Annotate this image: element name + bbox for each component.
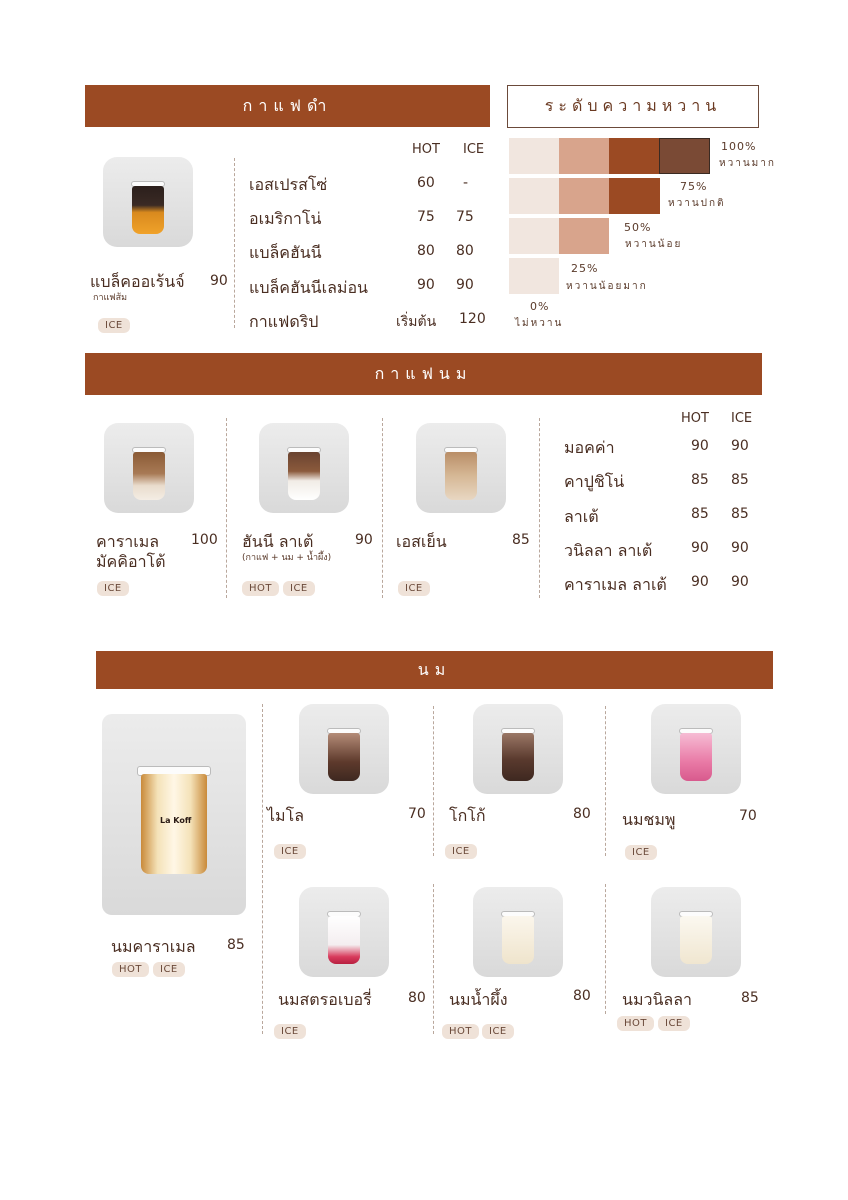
sweet-label: หวานน้อย (625, 239, 683, 250)
black-col-hot: HOT (412, 142, 440, 157)
milk-coffee-divider-3 (539, 418, 540, 598)
honey-milk-tag-ice: ICE (482, 1024, 514, 1039)
logo-text: La Koff (160, 816, 192, 825)
cocoa-tag-ice: ICE (445, 844, 477, 859)
featured-black-name: แบล็คออเร้นจ์ (90, 272, 185, 291)
cocoa-price: 80 (573, 806, 591, 822)
sweet-seg (559, 178, 609, 214)
sweet-seg (509, 258, 559, 294)
pink-milk-photo (651, 704, 741, 794)
sweet-seg (609, 178, 660, 214)
black-item-ice: 120 (459, 311, 486, 327)
la-koff-logo (160, 816, 191, 825)
strawberry-milk-photo (299, 887, 389, 977)
black-item-ice: 80 (456, 243, 474, 259)
caramel-macchiato-price: 100 (191, 532, 218, 548)
honey-latte-name: ฮันนี ลาเต้ (242, 532, 314, 551)
black-item-hot: 75 (417, 209, 435, 225)
es-yen-tag-ice: ICE (398, 581, 430, 596)
pink-milk-name: นมชมพู (622, 810, 676, 829)
milk-item-ice: 85 (731, 472, 749, 488)
milk-coffee-title: กาแฟนม (374, 363, 473, 383)
milk-divider-1 (262, 704, 263, 1034)
caramel-milk-name: นมคาราเมล (111, 937, 196, 956)
honey-milk-price: 80 (573, 988, 591, 1004)
milk-coffee-divider-1 (226, 418, 227, 598)
milk-item-name: มอคค่า (564, 438, 615, 457)
milk-item-name: คาราเมล ลาเต้ (564, 575, 667, 594)
honey-latte-photo (259, 423, 349, 513)
milk-divider-4 (433, 884, 434, 1034)
strawberry-milk-tag-ice: ICE (274, 1024, 306, 1039)
milk-item-hot: 85 (691, 472, 709, 488)
milk-item-name: คาปูชิโน่ (564, 472, 625, 491)
strawberry-milk-name: นมสตรอเบอรี่ (278, 990, 372, 1009)
honey-latte-tag-hot: HOT (242, 581, 279, 596)
milk-divider-2 (433, 706, 434, 856)
sweet-seg (509, 178, 559, 214)
caramel-milk-price: 85 (227, 937, 245, 953)
pink-milk-tag-ice: ICE (625, 845, 657, 860)
sweet-percent: 25% (571, 262, 599, 275)
sweet-seg (609, 138, 659, 174)
black-item-name: เอสเปรสโซ่ (249, 175, 328, 194)
milk-col-ice: ICE (731, 411, 753, 426)
sweet-seg (559, 138, 609, 174)
sweet-percent: 0% (530, 300, 550, 313)
black-coffee-banner (85, 85, 490, 127)
vanilla-milk-price: 85 (741, 990, 759, 1006)
pink-milk-price: 70 (739, 808, 757, 824)
milk-coffee-banner (85, 353, 762, 395)
strawberry-milk-price: 80 (408, 990, 426, 1006)
honey-latte-price: 90 (355, 532, 373, 548)
featured-black-price: 90 (210, 273, 228, 289)
es-yen-name: เอสเย็น (396, 532, 447, 551)
milk-item-hot: 90 (691, 438, 709, 454)
sweet-percent: 75% (680, 180, 708, 193)
black-item-name: อเมริกาโน่ (249, 209, 322, 228)
black-orange-photo (103, 157, 193, 247)
caramel-macchiato-tag-ice: ICE (97, 581, 129, 596)
black-item-ice: 75 (456, 209, 474, 225)
sweet-seg (509, 218, 559, 254)
sweet-percent: 100% (721, 140, 757, 153)
vanilla-milk-photo (651, 887, 741, 977)
milo-name: ไมโล (267, 806, 304, 825)
sweet-percent: 50% (624, 221, 652, 234)
sweet-label: หวานปกติ (668, 198, 726, 209)
caramel-milk-photo (102, 714, 246, 915)
honey-milk-tag-hot: HOT (442, 1024, 479, 1039)
honey-milk-photo (473, 887, 563, 977)
black-item-hot: 80 (417, 243, 435, 259)
milk-coffee-divider-2 (382, 418, 383, 598)
vanilla-milk-tag-ice: ICE (658, 1016, 690, 1031)
black-item-ice: 90 (456, 277, 474, 293)
honey-latte-tag-ice: ICE (283, 581, 315, 596)
black-item-name: แบล็คฮันนีเลม่อน (249, 278, 368, 297)
milk-item-ice: 90 (731, 438, 749, 454)
caramel-macchiato-name: คาราเมล (96, 532, 160, 551)
vanilla-milk-name: นมวนิลลา (622, 990, 692, 1009)
milk-item-hot: 90 (691, 540, 709, 556)
milk-item-name: ลาเต้ (564, 507, 599, 526)
sweetness-title: ระดับความหวาน (544, 96, 722, 115)
caramel-milk-tag-ice: ICE (153, 962, 185, 977)
milk-col-hot: HOT (681, 411, 709, 426)
black-col-ice: ICE (463, 142, 485, 157)
black-item-hot: เริ่มต้น (396, 314, 437, 330)
milk-item-ice: 85 (731, 506, 749, 522)
caramel-macchiato-name2: มัคคิอาโต้ (96, 552, 166, 571)
black-item-hot: 60 (417, 175, 435, 191)
sweet-seg (559, 218, 609, 254)
sweet-seg (509, 138, 559, 174)
vanilla-milk-tag-hot: HOT (617, 1016, 654, 1031)
sweet-label: หวานมาก (719, 158, 776, 169)
caramel-milk-tag-hot: HOT (112, 962, 149, 977)
black-item-name: แบล็คฮันนี (249, 243, 322, 262)
caramel-macchiato-photo (104, 423, 194, 513)
es-yen-price: 85 (512, 532, 530, 548)
sweet-label: ไม่หวาน (515, 318, 564, 329)
milk-item-ice: 90 (731, 574, 749, 590)
black-item-ice: - (463, 175, 469, 191)
black-item-hot: 90 (417, 277, 435, 293)
sweet-label: หวานน้อยมาก (566, 281, 648, 292)
cocoa-name: โกโก้ (449, 806, 486, 825)
milk-divider-3 (605, 706, 606, 856)
honey-latte-sub: (กาแฟ + นม + น้ำผึ้ง) (242, 553, 332, 563)
milk-item-ice: 90 (731, 540, 749, 556)
featured-black-tag-ice: ICE (98, 318, 130, 333)
milo-tag-ice: ICE (274, 844, 306, 859)
honey-milk-name: นมน้ำผึ้ง (449, 990, 508, 1009)
milo-photo (299, 704, 389, 794)
cocoa-photo (473, 704, 563, 794)
milo-price: 70 (408, 806, 426, 822)
black-coffee-title: กาแฟดำ (242, 95, 333, 115)
milk-item-hot: 85 (691, 506, 709, 522)
milk-title: นม (417, 659, 452, 679)
milk-banner (96, 651, 773, 689)
es-yen-photo (416, 423, 506, 513)
featured-black-sub: กาแฟส้ม (93, 293, 128, 303)
milk-divider-5 (605, 884, 606, 1014)
black-coffee-divider (234, 158, 235, 328)
black-item-name: กาแฟดริป (249, 312, 319, 331)
sweetness-title-box (507, 85, 759, 128)
sweet-seg (659, 138, 710, 174)
milk-item-hot: 90 (691, 574, 709, 590)
milk-item-name: วนิลลา ลาเต้ (564, 541, 653, 560)
